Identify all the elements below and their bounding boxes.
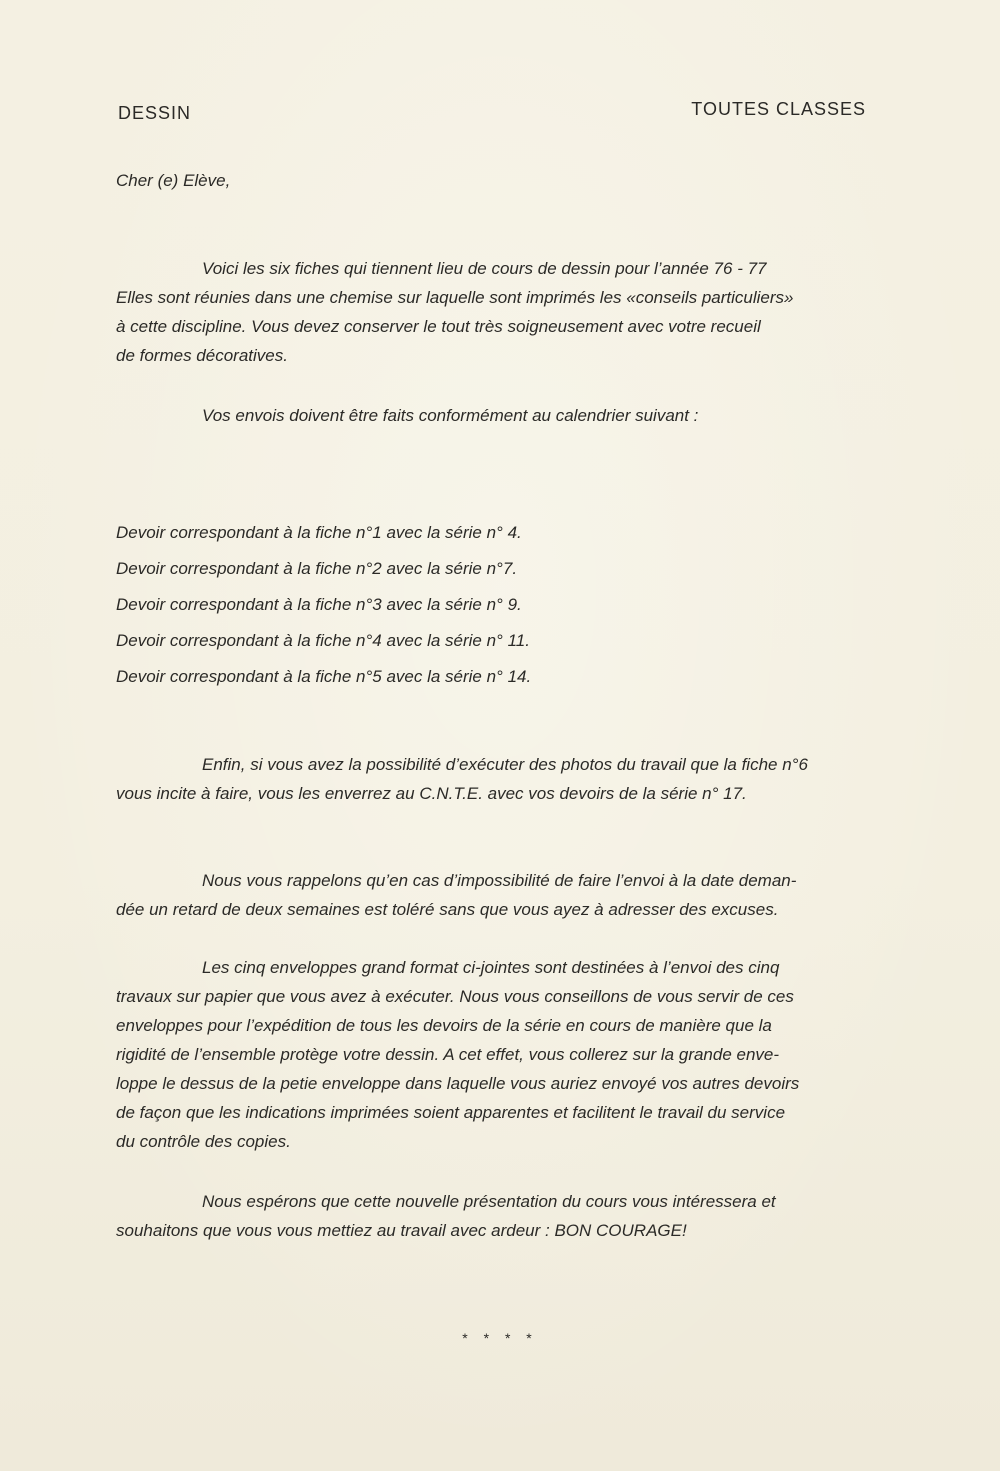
closing-paragraph xyxy=(116,1187,896,1245)
photos-line: vous incite à faire, vous les enverrez au C.N.T.E. avec vos devoirs de la série n° 17. xyxy=(116,784,747,803)
calendar-intro-line: Vos envois doivent être faits conformément au calendrier suivant : xyxy=(202,406,699,425)
calendar-intro xyxy=(116,401,896,430)
envelopes-paragraph xyxy=(116,953,896,1156)
series-item: Devoir correspondant à la fiche n°4 avec la série n° 11. xyxy=(116,631,530,650)
closing-line: Nous espérons que cette nouvelle présentation du cours vous intéressera et xyxy=(202,1192,776,1211)
delay-paragraph xyxy=(116,866,896,924)
series-list xyxy=(116,515,896,695)
envelopes-line: rigidité de l’ensemble protège votre dessin. A cet effet, vous collerez sur la grande enve- xyxy=(116,1045,780,1064)
intro-line: à cette discipline. Vous devez conserver le tout très soigneusement avec votre recueil xyxy=(116,317,761,336)
closing-line: souhaitons que vous vous mettiez au travail avec ardeur : BON COURAGE! xyxy=(116,1221,687,1240)
photos-paragraph xyxy=(116,750,896,808)
photos-line: Enfin, si vous avez la possibilité d’exécuter des photos du travail que la fiche n°6 xyxy=(202,755,808,774)
header-subject: DESSIN xyxy=(118,103,192,123)
intro-line: de formes décoratives. xyxy=(116,346,288,365)
series-item: Devoir correspondant à la fiche n°3 avec la série n° 9. xyxy=(116,595,522,614)
intro-line: Voici les six fiches qui tiennent lieu de cours de dessin pour l’année 76 - 77 xyxy=(202,259,767,278)
series-item: Devoir correspondant à la fiche n°5 avec la série n° 14. xyxy=(116,667,532,686)
intro-paragraph xyxy=(116,254,896,370)
envelopes-line: loppe le dessus de la petie enveloppe dans laquelle vous auriez envoyé vos autres devoirs xyxy=(116,1074,800,1093)
delay-line: dée un retard de deux semaines est toléré sans que vous ayez à adresser des excuses. xyxy=(116,900,779,919)
series-item: Devoir correspondant à la fiche n°2 avec la série n°7. xyxy=(116,559,518,578)
envelopes-line: travaux sur papier que vous avez à exécuter. Nous vous conseillons de vous servir de ces xyxy=(116,987,794,1006)
footer-mark: * * * * xyxy=(462,1330,538,1346)
envelopes-line: enveloppes pour l’expédition de tous les devoirs de la série en cours de manière que la xyxy=(116,1016,772,1035)
intro-line: Elles sont réunies dans une chemise sur laquelle sont imprimés les «conseils particuliers» xyxy=(116,288,794,307)
delay-line: Nous vous rappelons qu’en cas d’impossibilité de faire l’envoi à la date deman- xyxy=(202,871,797,890)
envelopes-line: de façon que les indications imprimées soient apparentes et facilitent le travail du service xyxy=(116,1103,786,1122)
envelopes-line: Les cinq enveloppes grand format ci-jointes sont destinées à l’envoi des cinq xyxy=(202,958,780,977)
salutation: Cher (e) Elève, xyxy=(116,171,231,190)
envelopes-line: du contrôle des copies. xyxy=(116,1132,291,1151)
header-classes: TOUTES CLASSES xyxy=(691,99,866,119)
series-item: Devoir correspondant à la fiche n°1 avec la série n° 4. xyxy=(116,523,522,542)
